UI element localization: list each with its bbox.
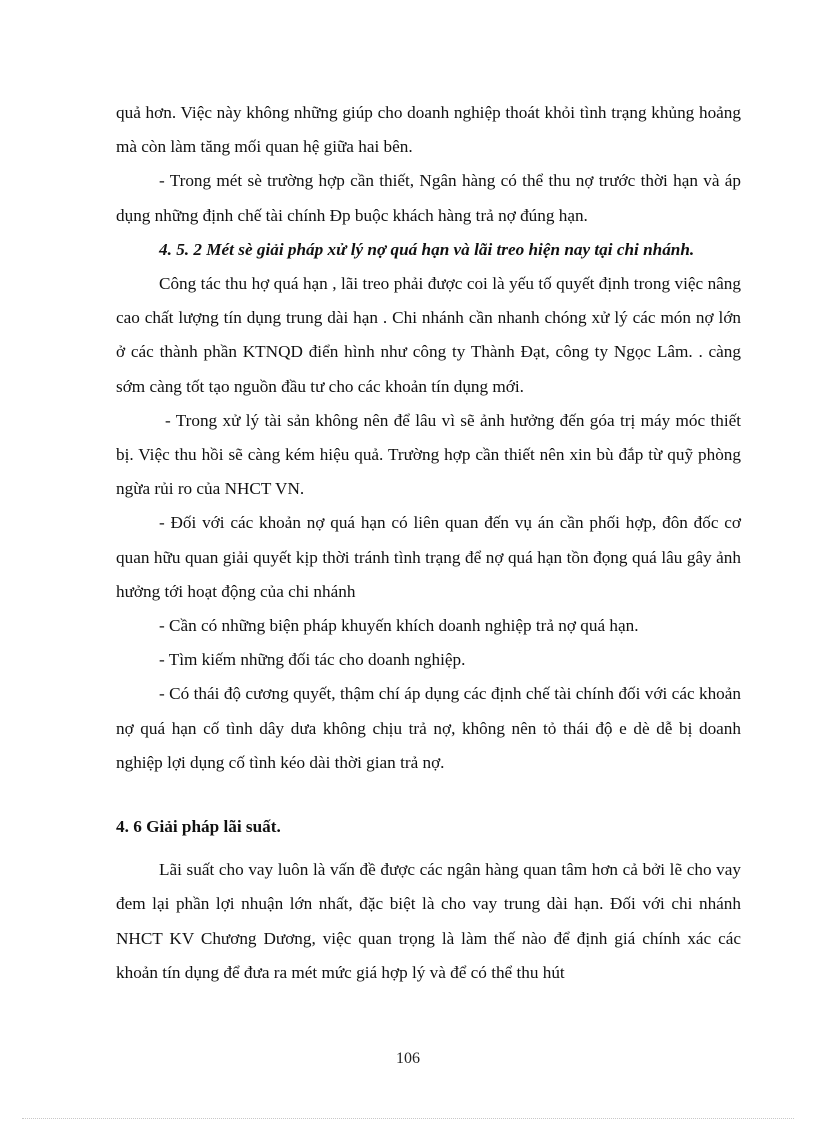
page-number: 106: [396, 1050, 420, 1067]
section-heading-4-5-2: 4. 5. 2 Mét sè giải pháp xử lý nợ quá hạn và lãi treo hiện nay tại chi nhánh.: [159, 239, 695, 259]
page-content: [116, 96, 741, 990]
paragraph-bullet: - Tìm kiếm những đối tác cho doanh nghiệp.: [159, 650, 466, 670]
paragraph-bullet: - Đối với các khoản nợ quá hạn có liên quan đến vụ án cần phối hợp, đôn đốc cơ quan hữu quan giải quyết kịp thời tránh tình trạng để nợ quá hạn tồn đọng quá lâu gây ảnh hưởng tới hoạt động của chi nhánh: [116, 513, 741, 601]
paragraph-continuation: quả hơn. Việc này không những giúp cho doanh nghiệp thoát khỏi tình trạng khủng hoảng mà còn làm tăng mối quan hệ giữa hai bên.: [116, 103, 741, 157]
paragraph-bullet: - Trong mét sè trường hợp cần thiết, Ngân hàng có thể thu nợ trước thời hạn và áp dụng những định chế tài chính Ðp buộc khách hàng trả nợ đúng hạn.: [116, 171, 741, 225]
footer-divider: [22, 1118, 794, 1119]
paragraph-bullet: - Cần có những biện pháp khuyến khích doanh nghiệp trả nợ quá hạn.: [159, 616, 639, 636]
paragraph-bullet: - Có thái độ cương quyết, thậm chí áp dụng các định chế tài chính đối với các khoản nợ quá hạn cố tình dây dưa không chịu trả nợ, không nên tỏ thái độ e dè dễ bị doanh nghiệp lợi dụng cố tình kéo dài thời gian trả nợ.: [116, 684, 741, 772]
paragraph: Lãi suất cho vay luôn là vấn đề được các ngân hàng quan tâm hơn cả bởi lẽ cho vay đem lại phần lợi nhuận lớn nhất, đặc biệt là cho vay trung dài hạn. Đối với chi nhánh NHCT KV Chương Dương, việc quan trọng là làm thế nào để định giá chính xác các khoản tín dụng để đưa ra mét mức giá hợp lý và để có thể thu hút: [116, 860, 741, 982]
paragraph: Công tác thu hợ quá hạn , lãi treo phải được coi là yếu tố quyết định trong việc nâng cao chất lượng tín dụng trung dài hạn . Chi nhánh cần nhanh chóng xử lý các món nợ lớn ở các thành phần KTNQD điển hình như công ty Thành Đạt, công ty Ngọc Lâm. . càng sớm càng tốt tạo nguồn đầu tư cho các khoản tín dụng mới.: [116, 274, 741, 396]
section-heading-4-6: 4. 6 Giải pháp lãi suất.: [116, 817, 281, 837]
paragraph-bullet: - Trong xử lý tài sản không nên để lâu vì sẽ ảnh hưởng đến góa trị máy móc thiết bị. Việc thu hồi sẽ càng kém hiệu quả. Trường hợp cần thiết nên xin bù đắp từ quỹ phòng ngừa rủi ro của NHCT VN.: [116, 410, 741, 499]
